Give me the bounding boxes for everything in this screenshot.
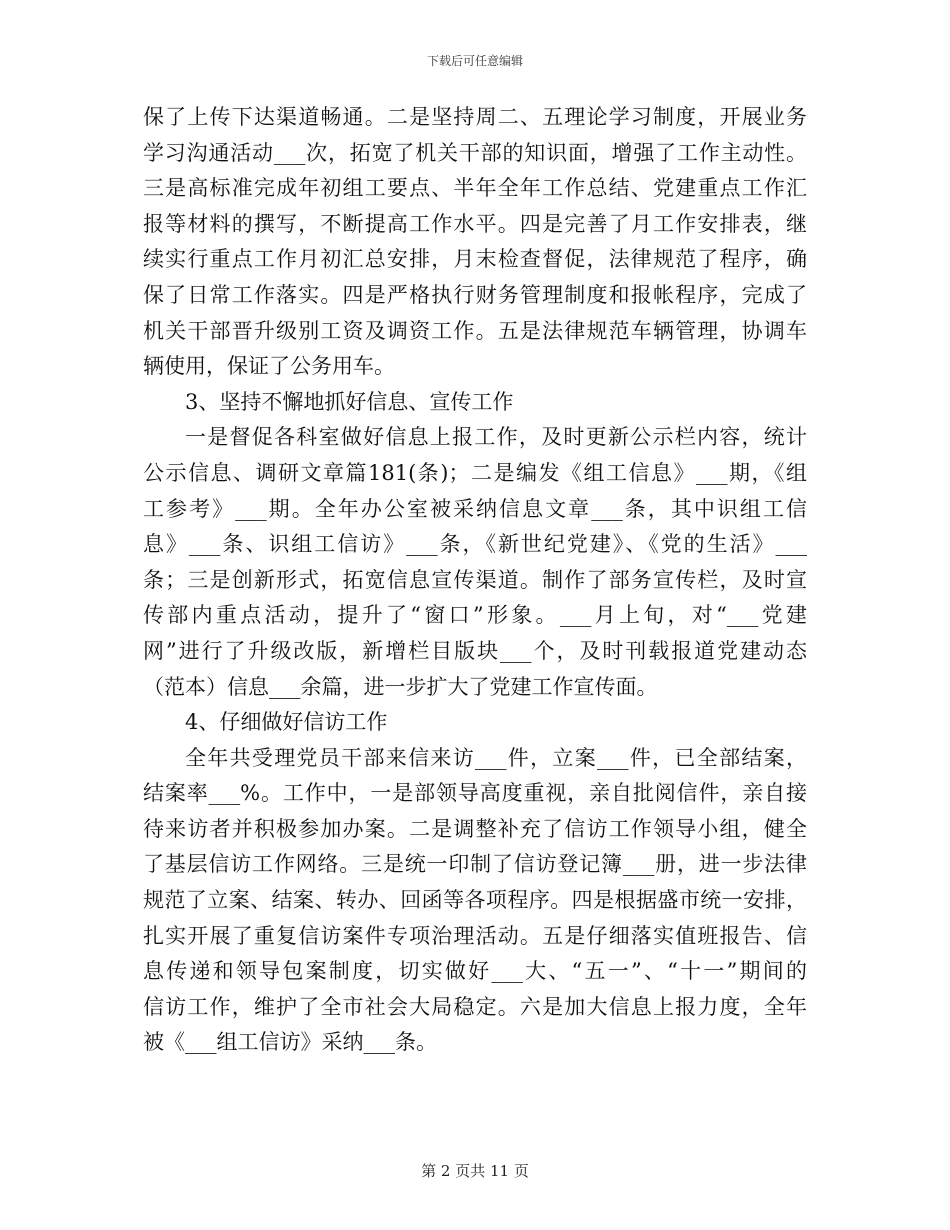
- section-heading: 3、坚持不懈地抓好信息、宣传工作: [185, 389, 514, 414]
- text-line: （范本）信息___余篇，进一步扩大了党建工作宣传面。: [143, 674, 658, 699]
- text-line: 一是督促各科室做好信息上报工作，及时更新公示栏内容，统计: [185, 425, 807, 450]
- text-line: 保了上传下达渠道畅通。二是坚持周二、五理论学习制度，开展业务: [143, 105, 807, 129]
- text-line: 机关干部晋升级别工资及调资工作。五是法律规范车辆管理，协调车: [143, 318, 807, 343]
- text-line: 息》___条、识组工信访》___条，《新世纪党建》、《党的生活》___: [143, 532, 807, 557]
- page-footer: 第 2 页共 11 页: [421, 1162, 529, 1180]
- text-line: 网”进行了升级改版，新增栏目版块___个，及时刊载报道党建动态: [143, 638, 807, 663]
- text-line: 报等材料的撰写，不断提高工作水平。四是完善了月工作安排表，继: [143, 211, 807, 236]
- text-line: 结案率___%。工作中，一是部领导高度重视，亲自批阅信件，亲自接: [143, 781, 807, 806]
- section-heading: 4、仔细做好信访工作: [185, 710, 388, 735]
- text-line: 保了日常工作落实。四是严格执行财务管理制度和报帐程序，完成了: [143, 282, 807, 307]
- text-line: 了基层信访工作网络。三是统一印制了信访登记簿___册，进一步法律: [143, 852, 807, 877]
- text-line: 扎实开展了重复信访案件专项治理活动。五是仔细落实值班报告、信: [143, 923, 807, 948]
- text-line: 待来访者并积极参加办案。二是调整补充了信访工作领导小组，健全: [143, 816, 807, 841]
- text-line: 条；三是创新形式，拓宽信息宣传渠道。制作了部务宣传栏，及时宣: [143, 567, 807, 592]
- document-body: [143, 100, 807, 1061]
- text-line: 学习沟通活动___次，拓宽了机关干部的知识面，增强了工作主动性。: [143, 140, 807, 165]
- page-header: 下载后可任意编辑: [426, 54, 523, 68]
- text-line: 三是高标准完成年初组工要点、半年全年工作总结、党建重点工作汇: [143, 176, 807, 201]
- text-line: 公示信息、调研文章篇181(条)；二是编发《组工信息》___期，《组: [143, 460, 807, 485]
- text-line: 被《___组工信访》采纳___条。: [143, 1030, 437, 1055]
- text-line: 全年共受理党员干部来信来访___件，立案___件，已全部结案，: [185, 745, 807, 770]
- text-line: 传部内重点活动，提升了“窗口”形象。___月上旬，对“___党建: [143, 603, 807, 628]
- text-line: 规范了立案、结案、转办、回函等各项程序。四是根据盛市统一安排，: [143, 888, 807, 913]
- text-line: 息传递和领导包案制度，切实做好___大、“五一”、“十一”期间的: [143, 959, 807, 984]
- text-line: 续实行重点工作月初汇总安排，月末检查督促，法律规范了程序，确: [143, 247, 807, 272]
- text-line: 辆使用，保证了公务用车。: [143, 354, 395, 379]
- text-line: 工参考》___期。全年办公室被采纳信息文章___条，其中识组工信: [143, 496, 807, 521]
- text-line: 信访工作，维护了全市社会大局稳定。六是加大信息上报力度，全年: [143, 994, 807, 1019]
